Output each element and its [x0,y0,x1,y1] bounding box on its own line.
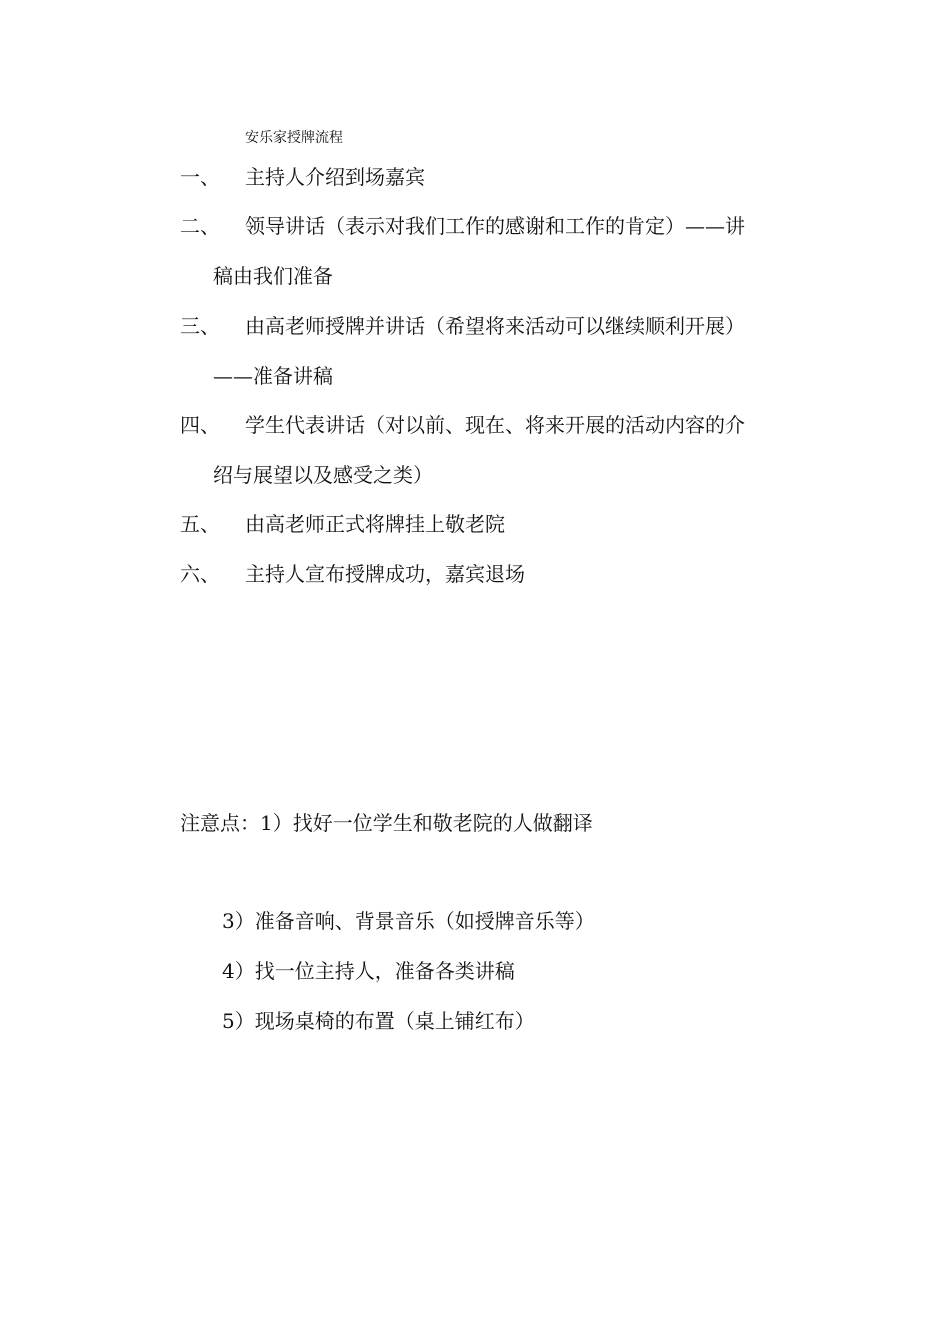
note-item: 3）准备音响、背景音乐（如授牌音乐等） [222,909,595,933]
step-number: 五、 [180,512,220,536]
step-text: 主持人介绍到场嘉宾 [245,165,425,189]
step-text: 学生代表讲话（对以前、现在、将来开展的活动内容的介 [245,413,745,437]
step-text-continued: 稿由我们准备 [213,264,333,288]
step-text-continued: 绍与展望以及感受之类） [213,463,433,487]
step-text: 领导讲话（表示对我们工作的感谢和工作的肯定）——讲 [245,214,745,238]
note-item: 4）找一位主持人，准备各类讲稿 [222,959,515,983]
step-number: 六、 [180,562,220,586]
notes-heading: 注意点：1）找好一位学生和敬老院的人做翻译 [180,811,593,835]
step-text: 由高老师正式将牌挂上敬老院 [245,512,505,536]
step-text: 主持人宣布授牌成功，嘉宾退场 [245,562,525,586]
step-number: 四、 [180,413,220,437]
document-title: 安乐家授牌流程 [245,130,343,146]
step-number: 一、 [180,165,220,189]
step-text: 由高老师授牌并讲话（希望将来活动可以继续顺利开展） [245,314,745,338]
step-text-continued: ——准备讲稿 [213,364,333,388]
note-item: 5）现场桌椅的布置（桌上铺红布） [222,1009,535,1033]
step-number: 二、 [180,214,220,238]
step-number: 三、 [180,314,220,338]
